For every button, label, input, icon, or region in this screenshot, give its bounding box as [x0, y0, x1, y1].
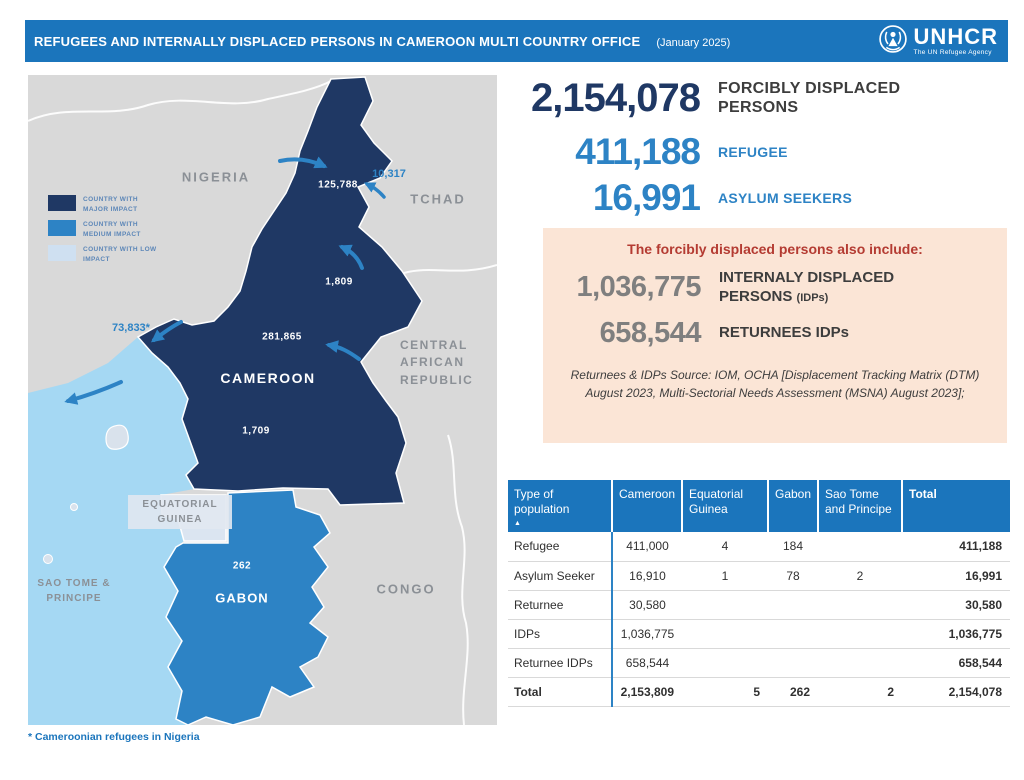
column-header-sao-tome-and-principe[interactable]: Sao Tome and Principe	[818, 480, 902, 532]
country-label-nigeria: NIGERIA	[181, 169, 251, 185]
table-row-total	[508, 677, 1010, 706]
table-cell: 4	[682, 532, 768, 561]
column-header-cameroon[interactable]: Cameroon	[612, 480, 682, 532]
header-bar	[25, 20, 1008, 62]
table-cell: Total	[508, 677, 612, 706]
stat-label-asylum-seekers: ASYLUM SEEKERS	[718, 189, 853, 206]
table-cell: 16,991	[902, 561, 1010, 590]
impact-map	[28, 75, 497, 725]
country-label-gabon: GABON	[215, 590, 269, 606]
map-legend	[48, 195, 157, 270]
table-header-row	[508, 480, 1010, 532]
table-row-refugee	[508, 532, 1010, 561]
column-header-type-of-population[interactable]	[508, 480, 612, 532]
migration-arrow	[367, 184, 384, 197]
stat-label-returnees-idps: RETURNEES IDPs	[719, 323, 850, 341]
table-cell: IDPs	[508, 619, 612, 648]
table-cell	[682, 590, 768, 619]
country-label-central-african-republic: CENTRAL AFRICAN REPUBLIC	[400, 337, 474, 387]
border-line	[448, 435, 468, 725]
country-label-congo: CONGO	[376, 581, 436, 597]
table-cell	[768, 619, 818, 648]
table-cell	[818, 590, 902, 619]
table-cell: 262	[768, 677, 818, 706]
map-figure-gabon: 262	[232, 560, 252, 572]
table-row-asylum-seeker	[508, 561, 1010, 590]
right-panel	[508, 70, 1010, 730]
stat-idps	[543, 269, 1007, 307]
population-table-wrap	[508, 480, 1010, 707]
stat-label-forcibly-displaced: FORCIBLY DISPLACED PERSONS	[718, 79, 901, 116]
table-cell	[818, 532, 902, 561]
table-cell: 16,910	[612, 561, 682, 590]
unhcr-logo	[878, 24, 998, 59]
idps-label-suffix: (IDPs)	[796, 291, 829, 304]
table-cell: 1	[682, 561, 768, 590]
border-line	[404, 265, 497, 273]
table-cell: 2	[818, 561, 902, 590]
table-cell: 78	[768, 561, 818, 590]
stat-label-refugee: REFUGEE	[718, 143, 788, 160]
principe-island-shape	[71, 504, 78, 511]
header-title-wrap	[34, 34, 730, 49]
table-cell	[768, 648, 818, 677]
table-cell: 658,544	[902, 648, 1010, 677]
legend-swatch-major	[48, 195, 76, 211]
map-figure-lake-chad: 10,317	[372, 168, 406, 180]
table-cell: Asylum Seeker	[508, 561, 612, 590]
border-line	[28, 81, 331, 121]
logo-name: UNHCR	[913, 24, 998, 49]
legend-swatch-low	[48, 245, 76, 261]
stat-value-refugee: 411,188	[575, 131, 700, 172]
table-cell: 5	[682, 677, 768, 706]
logo-text	[914, 26, 998, 56]
bioko-island-shape	[106, 425, 128, 449]
country-label-cameroon: CAMEROON	[220, 370, 316, 386]
country-label-tchad: TCHAD	[410, 191, 466, 207]
table-cell	[682, 648, 768, 677]
stat-asylum-seekers	[508, 178, 1010, 218]
map-figure-north: 1,809	[325, 276, 353, 288]
map-figure-refugees-in-nigeria: 73,833*	[112, 322, 150, 334]
source-note: Returnees & IDPs Source: IOM, OCHA [Displacement Tracking Matrix (DTM) August 2023, Multi-Sectorial Needs Assessment (MSNA) August 2023];	[570, 367, 980, 401]
table-cell	[818, 619, 902, 648]
table-row-returnee-idps	[508, 648, 1010, 677]
stat-label-idps	[719, 269, 959, 307]
table-row-returnee	[508, 590, 1010, 619]
map-figure-south: 1,709	[242, 425, 270, 437]
table-cell: 2,153,809	[612, 677, 682, 706]
stat-value-forcibly-displaced: 2,154,078	[531, 75, 700, 120]
sao-tome-island-shape	[44, 555, 53, 564]
include-box-title: The forcibly displaced persons also include:	[627, 241, 923, 257]
table-cell: 411,188	[902, 532, 1010, 561]
idps-label-text: INTERNALY DISPLACED PERSONS	[719, 269, 895, 305]
table-cell: 184	[768, 532, 818, 561]
table-row-idps	[508, 619, 1010, 648]
stat-forcibly-displaced	[508, 72, 1010, 124]
date-label: (January 2025)	[656, 36, 731, 49]
table-cell: 30,580	[612, 590, 682, 619]
table-cell	[768, 590, 818, 619]
stat-refugee	[508, 131, 1010, 173]
legend-item-medium	[48, 220, 157, 240]
table-cell: 2,154,078	[902, 677, 1010, 706]
table-cell: 1,036,775	[902, 619, 1010, 648]
table-cell: Returnee IDPs	[508, 648, 612, 677]
population-table	[508, 480, 1010, 707]
logo-tagline: The UN Refugee Agency	[913, 49, 992, 56]
table-cell: 2	[818, 677, 902, 706]
sort-ascending-icon: ▲	[514, 520, 521, 527]
unhcr-emblem-icon	[878, 24, 908, 59]
legend-label: COUNTRY WITH MEDIUM IMPACT	[83, 221, 141, 239]
country-label-sao-tome-principe: SAO TOME & PRINCIPE	[37, 578, 111, 604]
also-include-box	[543, 228, 1007, 443]
country-label-equatorial-guinea: EQUATORIAL GUINEA	[128, 495, 232, 529]
column-header-equatorial-guinea[interactable]: Equatorial Guinea	[682, 480, 768, 532]
stat-returnees-idps	[543, 317, 1007, 350]
legend-label: COUNTRY WITH LOW IMPACT	[83, 246, 157, 264]
table-cell: Returnee	[508, 590, 612, 619]
page-title: REFUGEES AND INTERNALLY DISPLACED PERSONS IN CAMEROON MULTI COUNTRY OFFICE	[34, 33, 641, 49]
column-header-gabon[interactable]: Gabon	[768, 480, 818, 532]
table-cell	[682, 619, 768, 648]
table-cell: 30,580	[902, 590, 1010, 619]
map-svg	[28, 75, 497, 725]
stat-value-returnees-idps: 658,544	[599, 316, 701, 349]
stat-value-idps: 1,036,775	[576, 271, 701, 304]
table-cell	[818, 648, 902, 677]
map-figure-east: 281,865	[262, 331, 302, 343]
map-figure-far-north: 125,788	[318, 179, 358, 191]
column-header-label: Type of population	[514, 487, 570, 516]
legend-item-major	[48, 195, 157, 215]
table-cell: 411,000	[612, 532, 682, 561]
table-cell: Refugee	[508, 532, 612, 561]
stat-value-asylum-seekers: 16,991	[592, 177, 700, 218]
column-header-total[interactable]: Total	[902, 480, 1010, 532]
table-cell: 658,544	[612, 648, 682, 677]
legend-item-low	[48, 245, 157, 265]
legend-swatch-medium	[48, 220, 76, 236]
footnote: * Cameroonian refugees in Nigeria	[28, 731, 200, 743]
table-cell: 1,036,775	[612, 619, 682, 648]
legend-label: COUNTRY WITH MAJOR IMPACT	[83, 196, 138, 214]
